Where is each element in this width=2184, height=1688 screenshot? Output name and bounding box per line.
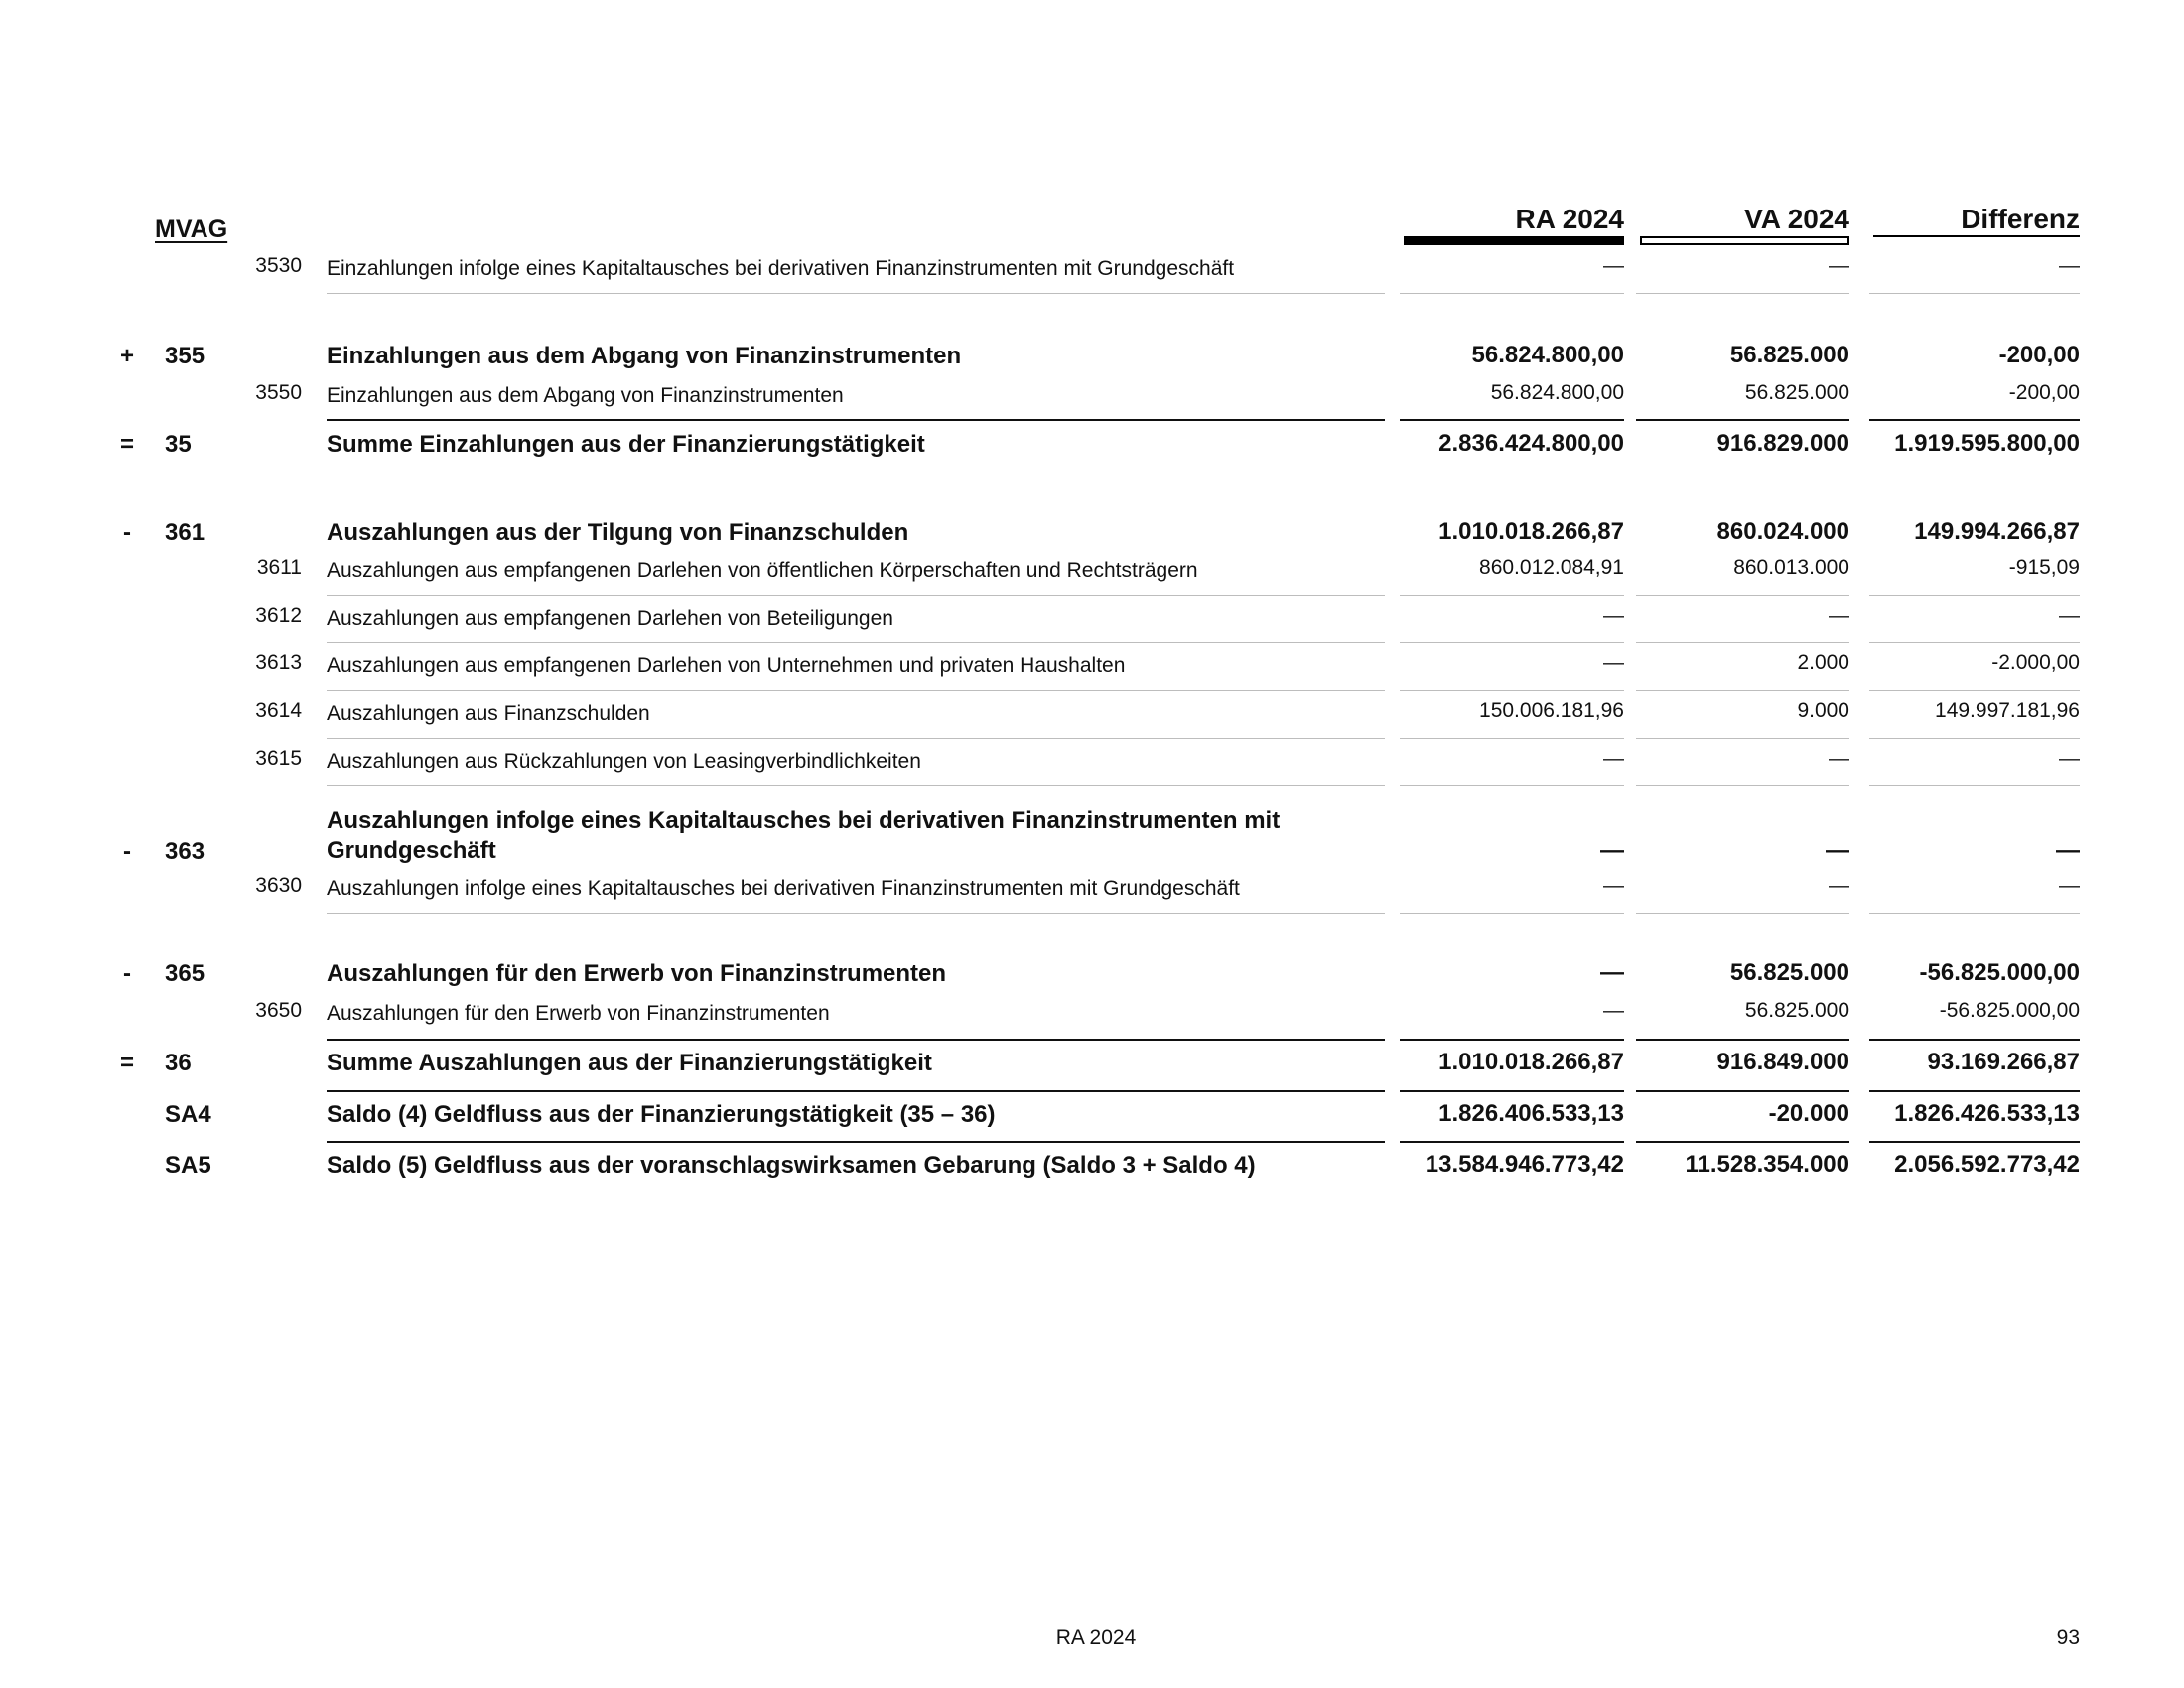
row-code: SA5 (165, 1152, 211, 1179)
row-subcode: 3611 (256, 556, 302, 579)
row-subcode: 3530 (255, 254, 302, 277)
row-divider (1869, 1090, 2080, 1092)
row-divider (327, 690, 1385, 691)
row-va-value: 860.024.000 (1716, 518, 1849, 545)
row-divider (1400, 293, 1624, 294)
row-ra-value: — (1603, 747, 1624, 770)
row-sign: = (119, 1050, 134, 1076)
row-diff-value: 93.169.266,87 (1927, 1049, 2080, 1075)
footer-title: RA 2024 (1055, 1626, 1137, 1649)
row-ra-value: — (1603, 254, 1624, 277)
row-divider (327, 913, 1385, 914)
row-sign: - (123, 519, 131, 546)
row-va-value: — (1829, 254, 1849, 277)
row-sign: + (119, 343, 134, 369)
row-subcode: 3613 (255, 651, 302, 674)
row-description: Saldo (5) Geldfluss aus der voranschlagswirksamen Gebarung (Saldo 3 + Saldo 4) (327, 1152, 1256, 1179)
row-divider (1636, 1090, 1849, 1092)
row-code: 365 (165, 960, 205, 987)
row-va-value: 916.829.000 (1716, 430, 1849, 457)
row-divider (1636, 293, 1849, 294)
row-subcode: 3614 (255, 699, 302, 722)
row-divider (1869, 595, 2080, 596)
row-va-value: — (1826, 837, 1849, 864)
row-divider (327, 1090, 1385, 1092)
row-sign: - (123, 960, 131, 987)
row-divider (1636, 690, 1849, 691)
row-description: Auszahlungen aus der Tilgung von Finanzschulden (327, 519, 909, 546)
row-diff-value: 149.997.181,96 (1935, 699, 2080, 722)
row-diff-value: — (2059, 604, 2080, 627)
row-divider (1400, 1039, 1624, 1041)
row-divider (1400, 738, 1624, 739)
row-divider (327, 293, 1385, 294)
row-ra-value: — (1600, 837, 1624, 864)
row-ra-value: 2.836.424.800,00 (1438, 430, 1624, 457)
row-va-value: 56.825.000 (1744, 999, 1849, 1022)
va-header-bar (1640, 236, 1849, 245)
row-va-value: — (1829, 874, 1849, 897)
row-code: 35 (165, 431, 192, 458)
row-divider (1400, 595, 1624, 596)
row-ra-value: 56.824.800,00 (1490, 381, 1624, 404)
row-subcode: 3615 (255, 747, 302, 770)
mvag-header: MVAG (155, 215, 228, 243)
row-ra-value: — (1603, 999, 1624, 1022)
row-divider (1400, 913, 1624, 914)
row-subcode: 3550 (255, 381, 302, 404)
row-va-value: 2.000 (1797, 651, 1849, 674)
row-divider (1400, 419, 1624, 421)
row-divider (1636, 1039, 1849, 1041)
row-ra-value: 150.006.181,96 (1479, 699, 1624, 722)
diff-header-bar (1873, 235, 2080, 237)
row-sign: - (123, 838, 131, 865)
row-description: Auszahlungen für den Erwerb von Finanzinstrumenten (327, 960, 947, 987)
row-sign: = (119, 431, 134, 458)
row-ra-value: — (1603, 874, 1624, 897)
row-va-value: 56.825.000 (1729, 342, 1849, 368)
row-subcode: 3650 (255, 999, 302, 1022)
row-divider (327, 419, 1385, 421)
row-divider (1869, 293, 2080, 294)
row-description: Summe Einzahlungen aus der Finanzierungstätigkeit (327, 431, 925, 458)
row-divider (327, 785, 1385, 786)
row-va-value: — (1829, 747, 1849, 770)
row-description: Auszahlungen infolge eines Kapitaltausches bei derivativen Finanzinstrumenten mit Grundgeschäft (327, 807, 1281, 864)
row-divider (1400, 642, 1624, 643)
row-divider (1636, 913, 1849, 914)
row-code: 361 (165, 519, 205, 546)
row-code: 355 (165, 343, 205, 369)
row-va-value: 56.825.000 (1744, 381, 1849, 404)
row-divider (1400, 785, 1624, 786)
row-description: Auszahlungen aus empfangenen Darlehen von Unternehmen und privaten Haushalten (327, 654, 1126, 677)
row-va-value: 56.825.000 (1729, 959, 1849, 986)
row-description: Einzahlungen aus dem Abgang von Finanzinstrumenten (327, 384, 844, 407)
row-divider (1636, 785, 1849, 786)
row-va-value: — (1829, 604, 1849, 627)
row-diff-value: — (2059, 254, 2080, 277)
row-diff-value: — (2059, 874, 2080, 897)
row-divider (1636, 595, 1849, 596)
ra-2024-header: RA 2024 (1515, 204, 1624, 234)
row-diff-value: 1.826.426.533,13 (1894, 1100, 2080, 1127)
va-2024-header: VA 2024 (1744, 204, 1849, 234)
row-code: SA4 (165, 1101, 211, 1128)
ra-header-bar (1404, 236, 1624, 245)
row-diff-value: 149.994.266,87 (1914, 518, 2080, 545)
row-diff-value: -200,00 (1998, 342, 2080, 368)
row-diff-value: -2.000,00 (1991, 651, 2080, 674)
row-diff-value: — (2056, 837, 2080, 864)
row-divider (1869, 1141, 2080, 1143)
row-ra-value: 1.010.018.266,87 (1438, 1049, 1624, 1075)
row-ra-value: 13.584.946.773,42 (1425, 1151, 1624, 1178)
row-va-value: 9.000 (1797, 699, 1849, 722)
row-divider (1636, 1141, 1849, 1143)
row-ra-value: — (1603, 651, 1624, 674)
row-divider (1869, 785, 2080, 786)
row-diff-value: -56.825.000,00 (1919, 959, 2080, 986)
row-ra-value: 860.012.084,91 (1479, 556, 1624, 579)
differenz-header: Differenz (1961, 204, 2080, 234)
row-ra-value: 56.824.800,00 (1471, 342, 1624, 368)
row-subcode: 3612 (255, 604, 302, 627)
row-divider (1869, 1039, 2080, 1041)
row-va-value: 860.013.000 (1733, 556, 1849, 579)
row-description: Auszahlungen für den Erwerb von Finanzinstrumenten (327, 1002, 830, 1025)
row-divider (327, 1141, 1385, 1143)
row-divider (1869, 642, 2080, 643)
row-divider (1869, 419, 2080, 421)
row-ra-value: — (1603, 604, 1624, 627)
row-divider (1869, 913, 2080, 914)
row-ra-value: 1.010.018.266,87 (1438, 518, 1624, 545)
row-diff-value: 1.919.595.800,00 (1894, 430, 2080, 457)
row-description: Auszahlungen aus empfangenen Darlehen von Beteiligungen (327, 607, 893, 630)
row-diff-value: -200,00 (2008, 381, 2080, 404)
row-divider (327, 738, 1385, 739)
row-diff-value: -915,09 (2008, 556, 2080, 579)
row-diff-value: — (2059, 747, 2080, 770)
row-divider (1400, 690, 1624, 691)
row-va-value: 11.528.354.000 (1685, 1151, 1849, 1178)
row-ra-value: — (1600, 959, 1624, 986)
row-divider (1636, 419, 1849, 421)
row-divider (1636, 738, 1849, 739)
row-description: Auszahlungen aus empfangenen Darlehen von öffentlichen Körperschaften und Rechtsträgern (327, 559, 1198, 582)
row-divider (1869, 690, 2080, 691)
row-description: Auszahlungen aus Finanzschulden (327, 702, 650, 725)
row-code: 363 (165, 838, 205, 865)
row-va-value: -20.000 (1768, 1100, 1849, 1127)
row-description: Auszahlungen aus Rückzahlungen von Leasingverbindlichkeiten (327, 750, 921, 773)
row-divider (1636, 642, 1849, 643)
page-number: 93 (2056, 1626, 2080, 1649)
row-va-value: 916.849.000 (1716, 1049, 1849, 1075)
row-diff-value: -56.825.000,00 (1939, 999, 2080, 1022)
row-diff-value: 2.056.592.773,42 (1894, 1151, 2080, 1178)
row-description: Summe Auszahlungen aus der Finanzierungstätigkeit (327, 1050, 932, 1076)
row-divider (327, 1039, 1385, 1041)
row-divider (327, 595, 1385, 596)
row-divider (327, 642, 1385, 643)
row-description: Saldo (4) Geldfluss aus der Finanzierungstätigkeit (35 – 36) (327, 1101, 996, 1128)
row-subcode: 3630 (255, 874, 302, 897)
row-description: Einzahlungen infolge eines Kapitaltausches bei derivativen Finanzinstrumenten mit Grundgeschäft (327, 257, 1235, 280)
row-ra-value: 1.826.406.533,13 (1438, 1100, 1624, 1127)
row-description: Einzahlungen aus dem Abgang von Finanzinstrumenten (327, 343, 962, 369)
row-description: Auszahlungen infolge eines Kapitaltausches bei derivativen Finanzinstrumenten mit Grundgeschäft (327, 877, 1240, 900)
row-code: 36 (165, 1050, 192, 1076)
row-divider (1400, 1141, 1624, 1143)
row-divider (1400, 1090, 1624, 1092)
row-divider (1869, 738, 2080, 739)
